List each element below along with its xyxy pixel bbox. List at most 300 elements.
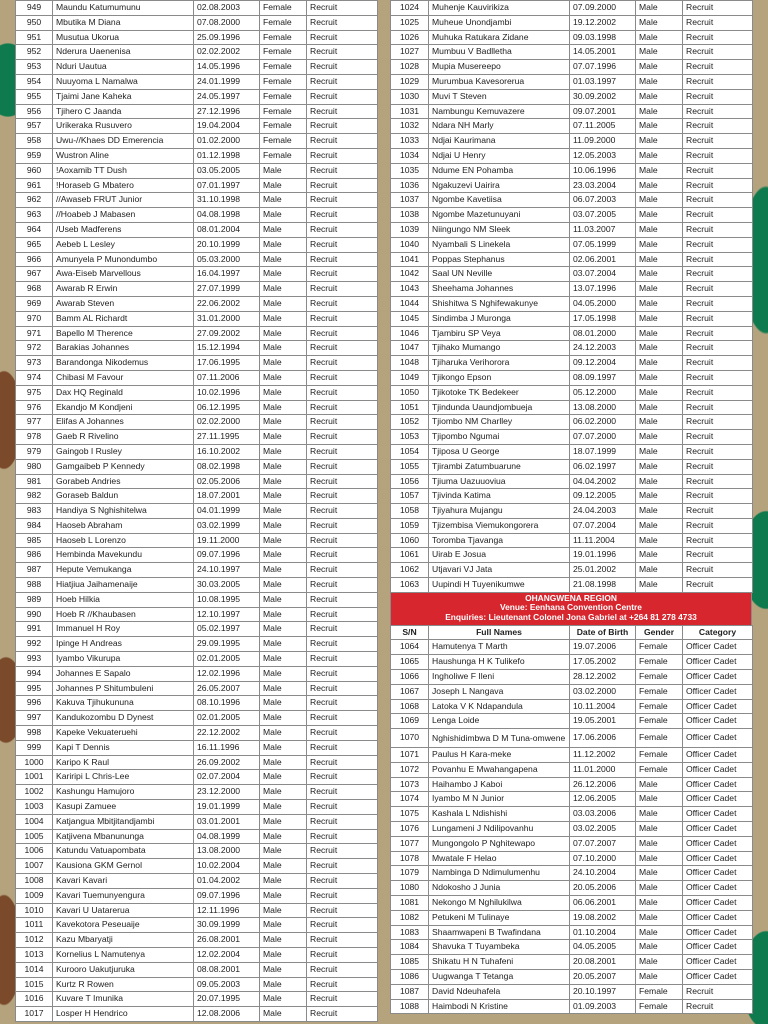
- cell-sn: 1046: [391, 326, 429, 341]
- table-row: [16, 208, 378, 223]
- table-row: [391, 684, 753, 699]
- table-row: [391, 208, 753, 223]
- cell-gender: Male: [260, 785, 307, 800]
- cell-dob: 25.09.1996: [194, 30, 260, 45]
- region-name: OHANGWENA REGION: [525, 592, 617, 603]
- table-row: [16, 770, 378, 785]
- cell-gender: Male: [260, 296, 307, 311]
- cell-sn: 955: [16, 89, 53, 104]
- cell-sn: 1017: [16, 1007, 53, 1022]
- cell-sn: 1054: [391, 444, 429, 459]
- cell-gender: Male: [260, 1007, 307, 1022]
- cell-category: Recruit: [307, 859, 378, 874]
- cell-dob: 17.06.1995: [194, 356, 260, 371]
- cell-gender: Female: [260, 1, 307, 16]
- cell-sn: 983: [16, 504, 53, 519]
- cell-gender: Male: [260, 370, 307, 385]
- cell-sn: 1041: [391, 252, 429, 267]
- table-row: [391, 518, 753, 533]
- cell-gender: Male: [260, 681, 307, 696]
- cell-dob: 19.05.2001: [570, 714, 636, 729]
- cell-sn: 1047: [391, 341, 429, 356]
- cell-sn: 987: [16, 563, 53, 578]
- cell-sn: 975: [16, 385, 53, 400]
- cell-category: Officer Cadet: [683, 969, 753, 984]
- region-banner: [390, 593, 752, 625]
- cell-gender: Male: [636, 533, 683, 548]
- cell-dob: 19.01.1996: [570, 548, 636, 563]
- cell-dob: 03.02.1999: [194, 518, 260, 533]
- cell-dob: 10.02.2004: [194, 859, 260, 874]
- cell-full-name: Kurtz R Rowen: [53, 977, 194, 992]
- table-row: [16, 104, 378, 119]
- cell-full-name: Kariripi L Chris-Lee: [53, 770, 194, 785]
- cell-full-name: Gamgaibeb P Kennedy: [53, 459, 194, 474]
- cell-full-name: Gaeb R Rivelino: [53, 430, 194, 445]
- cell-sn: 1038: [391, 208, 429, 223]
- cell-dob: 08.08.2001: [194, 962, 260, 977]
- cell-category: Recruit: [683, 237, 753, 252]
- cell-gender: Male: [636, 836, 683, 851]
- cell-dob: 04.04.2002: [570, 474, 636, 489]
- cell-gender: Male: [636, 163, 683, 178]
- cell-sn: 1077: [391, 836, 429, 851]
- cell-sn: 965: [16, 237, 53, 252]
- table-row: [16, 444, 378, 459]
- cell-full-name: Kavari U Uatarerua: [53, 903, 194, 918]
- cell-category: Recruit: [307, 681, 378, 696]
- cell-category: Recruit: [683, 178, 753, 193]
- cell-full-name: Katundu Vatuapombata: [53, 844, 194, 859]
- table-row: [16, 370, 378, 385]
- cell-sn: 1033: [391, 134, 429, 149]
- cell-full-name: Handiya S Nghishitelwa: [53, 504, 194, 519]
- cell-full-name: Kavari Tuemunyengura: [53, 888, 194, 903]
- cell-sn: 1064: [391, 640, 429, 655]
- table-row: [16, 592, 378, 607]
- table-row: [391, 385, 753, 400]
- cell-dob: 25.01.2002: [570, 563, 636, 578]
- cell-dob: 19.08.2002: [570, 910, 636, 925]
- cell-sn: 1037: [391, 193, 429, 208]
- cell-category: Recruit: [307, 282, 378, 297]
- cell-sn: 1045: [391, 311, 429, 326]
- cell-full-name: Kazu Mbaryatji: [53, 933, 194, 948]
- cell-dob: 07.11.2005: [570, 119, 636, 134]
- cell-full-name: Tjaimi Jane Kaheka: [53, 89, 194, 104]
- cell-dob: 07.11.2006: [194, 370, 260, 385]
- cell-gender: Male: [636, 400, 683, 415]
- cell-gender: Male: [260, 903, 307, 918]
- table-row: [391, 415, 753, 430]
- table-row: [16, 637, 378, 652]
- cell-full-name: Mwatale F Helao: [429, 851, 570, 866]
- cell-category: Recruit: [307, 252, 378, 267]
- cell-dob: 17.05.1998: [570, 311, 636, 326]
- table-row: [391, 252, 753, 267]
- cell-dob: 02.06.2001: [570, 252, 636, 267]
- cell-dob: 18.07.2001: [194, 489, 260, 504]
- cell-gender: Male: [260, 326, 307, 341]
- table-row: [16, 252, 378, 267]
- cell-full-name: Tjirambi Zatumbuarune: [429, 459, 570, 474]
- cell-dob: 04.01.1999: [194, 504, 260, 519]
- table-row: [16, 193, 378, 208]
- cell-sn: 979: [16, 444, 53, 459]
- cell-sn: 952: [16, 45, 53, 60]
- cell-sn: 1081: [391, 896, 429, 911]
- cell-full-name: Tjihero C Jaanda: [53, 104, 194, 119]
- cell-full-name: Tjiposa U George: [429, 444, 570, 459]
- cell-full-name: Gaingob I Rusley: [53, 444, 194, 459]
- cell-category: Recruit: [683, 74, 753, 89]
- table-row: [391, 104, 753, 119]
- cell-dob: 20.05.2006: [570, 881, 636, 896]
- table-row: [16, 282, 378, 297]
- cell-dob: 21.08.1998: [570, 578, 636, 593]
- cell-full-name: Muheue Unondjambi: [429, 15, 570, 30]
- cell-dob: 11.03.2007: [570, 222, 636, 237]
- cell-category: Recruit: [683, 400, 753, 415]
- table-row: [391, 60, 753, 75]
- table-row: [16, 962, 378, 977]
- cell-category: Recruit: [683, 356, 753, 371]
- cell-full-name: Latoka V K Ndapandula: [429, 699, 570, 714]
- table-row: [16, 489, 378, 504]
- header-sn: S/N: [391, 625, 429, 640]
- table-row: [16, 356, 378, 371]
- cell-dob: 07.10.2000: [570, 851, 636, 866]
- header-category: Category: [683, 625, 753, 640]
- cell-dob: 09.07.1996: [194, 548, 260, 563]
- cell-sn: 1043: [391, 282, 429, 297]
- table-row: [16, 711, 378, 726]
- cell-full-name: Ngombe Kavetiisa: [429, 193, 570, 208]
- cell-gender: Male: [260, 740, 307, 755]
- cell-sn: 991: [16, 622, 53, 637]
- table-row: [16, 918, 378, 933]
- cell-full-name: Awa-Eiseb Marvellous: [53, 267, 194, 282]
- cell-sn: 1078: [391, 851, 429, 866]
- cell-full-name: Gorabeb Andries: [53, 474, 194, 489]
- cell-category: Officer Cadet: [683, 822, 753, 837]
- cell-full-name: Ipinge H Andreas: [53, 637, 194, 652]
- cell-gender: Male: [636, 777, 683, 792]
- table-row: [391, 178, 753, 193]
- table-row: [16, 578, 378, 593]
- cell-sn: 1010: [16, 903, 53, 918]
- cell-dob: 01.04.2002: [194, 874, 260, 889]
- cell-gender: Male: [636, 807, 683, 822]
- recruit-table-right: [390, 0, 753, 593]
- cell-sn: 1048: [391, 356, 429, 371]
- cell-dob: 16.11.1996: [194, 740, 260, 755]
- cell-gender: Male: [636, 896, 683, 911]
- cell-sn: 1015: [16, 977, 53, 992]
- cell-full-name: Shikatu H N Tuhafeni: [429, 955, 570, 970]
- cell-gender: Male: [260, 311, 307, 326]
- cell-gender: Male: [260, 459, 307, 474]
- cell-category: Recruit: [683, 518, 753, 533]
- cell-full-name: Mupia Musereepo: [429, 60, 570, 75]
- cell-sn: 981: [16, 474, 53, 489]
- cell-dob: 16.10.2002: [194, 444, 260, 459]
- cell-gender: Male: [260, 267, 307, 282]
- cell-dob: 05.12.2000: [570, 385, 636, 400]
- cell-full-name: !Aoxamib TT Dush: [53, 163, 194, 178]
- cell-gender: Male: [260, 948, 307, 963]
- table-row: [16, 148, 378, 163]
- cell-full-name: Uwu-//Khaes DD Emerencia: [53, 134, 194, 149]
- cell-dob: 03.01.2001: [194, 814, 260, 829]
- table-row: [16, 666, 378, 681]
- table-row: [16, 326, 378, 341]
- cell-dob: 30.09.1999: [194, 918, 260, 933]
- cell-category: Recruit: [683, 504, 753, 519]
- cell-full-name: Ndume EN Pohamba: [429, 163, 570, 178]
- cell-sn: 953: [16, 60, 53, 75]
- cell-gender: Female: [636, 699, 683, 714]
- table-row: [16, 89, 378, 104]
- table-row: [391, 45, 753, 60]
- cell-sn: 954: [16, 74, 53, 89]
- cell-dob: 09.07.1996: [194, 888, 260, 903]
- cell-gender: Female: [636, 640, 683, 655]
- cell-gender: Male: [636, 430, 683, 445]
- cell-full-name: Hembinda Mavekundu: [53, 548, 194, 563]
- cell-full-name: Murumbua Kavesorerua: [429, 74, 570, 89]
- cell-dob: 07.07.1996: [570, 60, 636, 75]
- cell-category: Recruit: [683, 267, 753, 282]
- table-row: [391, 444, 753, 459]
- table-row: [391, 670, 753, 685]
- cell-sn: 990: [16, 607, 53, 622]
- cell-gender: Male: [260, 992, 307, 1007]
- cell-category: Recruit: [307, 844, 378, 859]
- cell-category: Recruit: [307, 977, 378, 992]
- header-dob: Date of Birth: [570, 625, 636, 640]
- table-row: [391, 341, 753, 356]
- cell-category: Recruit: [683, 208, 753, 223]
- cell-full-name: Joseph L Nangava: [429, 684, 570, 699]
- cell-gender: Male: [636, 881, 683, 896]
- cell-gender: Female: [260, 45, 307, 60]
- cell-gender: Male: [636, 311, 683, 326]
- cell-sn: 1036: [391, 178, 429, 193]
- cell-sn: 998: [16, 726, 53, 741]
- table-row: [391, 237, 753, 252]
- cell-full-name: Maundu Katumumunu: [53, 1, 194, 16]
- cell-gender: Male: [636, 940, 683, 955]
- cell-category: Recruit: [683, 341, 753, 356]
- cell-sn: 1068: [391, 699, 429, 714]
- cell-gender: Male: [636, 89, 683, 104]
- cell-sn: 1087: [391, 984, 429, 999]
- cell-dob: 02.07.2004: [194, 770, 260, 785]
- cell-sn: 977: [16, 415, 53, 430]
- cell-sn: 1066: [391, 670, 429, 685]
- cell-gender: Male: [260, 193, 307, 208]
- cell-gender: Male: [636, 504, 683, 519]
- cell-dob: 09.12.2004: [570, 356, 636, 371]
- cell-gender: Male: [260, 622, 307, 637]
- cell-gender: Male: [260, 637, 307, 652]
- cell-category: Recruit: [307, 578, 378, 593]
- cell-dob: 06.07.2003: [570, 193, 636, 208]
- table-row: [16, 385, 378, 400]
- header-gender: Gender: [636, 625, 683, 640]
- cell-full-name: Iyambo M N Junior: [429, 792, 570, 807]
- cell-sn: 1035: [391, 163, 429, 178]
- cell-sn: 1082: [391, 910, 429, 925]
- cell-full-name: Haimbodi N Kristine: [429, 999, 570, 1014]
- cell-category: Recruit: [307, 948, 378, 963]
- table-row: [391, 548, 753, 563]
- cell-gender: Female: [636, 748, 683, 763]
- cell-sn: 1085: [391, 955, 429, 970]
- cell-dob: 24.10.1997: [194, 563, 260, 578]
- cell-gender: Male: [636, 15, 683, 30]
- cell-category: Recruit: [683, 385, 753, 400]
- cell-full-name: Ekandjo M Kondjeni: [53, 400, 194, 415]
- cell-category: Recruit: [307, 178, 378, 193]
- cell-dob: 27.07.1999: [194, 282, 260, 297]
- cell-sn: 996: [16, 696, 53, 711]
- cell-category: Officer Cadet: [683, 684, 753, 699]
- cell-sn: 1029: [391, 74, 429, 89]
- table-row: [391, 311, 753, 326]
- cell-full-name: Kavekotora Peseuaije: [53, 918, 194, 933]
- cell-gender: Male: [636, 385, 683, 400]
- cell-full-name: Johannes E Sapalo: [53, 666, 194, 681]
- cell-full-name: Immanuel H Roy: [53, 622, 194, 637]
- cell-dob: 12.08.2006: [194, 1007, 260, 1022]
- cell-category: Recruit: [307, 311, 378, 326]
- cell-full-name: //Awaseb FRUT Junior: [53, 193, 194, 208]
- cell-sn: 1061: [391, 548, 429, 563]
- cell-gender: Male: [636, 969, 683, 984]
- cell-sn: 1076: [391, 822, 429, 837]
- table-row: [391, 640, 753, 655]
- cell-sn: 989: [16, 592, 53, 607]
- table-row: [16, 237, 378, 252]
- table-row: [16, 178, 378, 193]
- cell-category: Officer Cadet: [683, 955, 753, 970]
- cell-full-name: Hamutenya T Marth: [429, 640, 570, 655]
- cell-category: Officer Cadet: [683, 714, 753, 729]
- cell-dob: 03.02.2000: [570, 684, 636, 699]
- cell-gender: Male: [260, 444, 307, 459]
- cell-gender: Male: [636, 822, 683, 837]
- cell-category: Recruit: [307, 770, 378, 785]
- cell-full-name: Katjivena Mbanununga: [53, 829, 194, 844]
- cell-full-name: Haihambo J Kaboi: [429, 777, 570, 792]
- cell-dob: 19.11.2000: [194, 533, 260, 548]
- cell-dob: 01.09.2003: [570, 999, 636, 1014]
- cell-gender: Male: [260, 814, 307, 829]
- cell-gender: Female: [260, 89, 307, 104]
- cell-full-name: Poppas Stephanus: [429, 252, 570, 267]
- cell-dob: 20.08.2001: [570, 955, 636, 970]
- cell-dob: 12.02.1996: [194, 666, 260, 681]
- cell-full-name: Tjiyahura Mujangu: [429, 504, 570, 519]
- cell-full-name: Nambungu Kemuvazere: [429, 104, 570, 119]
- cell-dob: 11.12.2002: [570, 748, 636, 763]
- table-row: [16, 134, 378, 149]
- table-row: [16, 844, 378, 859]
- cell-dob: 20.05.2007: [570, 969, 636, 984]
- cell-sn: 995: [16, 681, 53, 696]
- cell-sn: 1050: [391, 385, 429, 400]
- table-row: [391, 866, 753, 881]
- cell-gender: Male: [260, 282, 307, 297]
- cell-category: Recruit: [307, 755, 378, 770]
- cell-dob: 09.03.1998: [570, 30, 636, 45]
- cell-category: Recruit: [307, 1, 378, 16]
- table-row: [391, 807, 753, 822]
- cell-gender: Female: [260, 74, 307, 89]
- cell-gender: Male: [636, 60, 683, 75]
- cell-sn: 971: [16, 326, 53, 341]
- cell-full-name: Amunyela P Munondumbo: [53, 252, 194, 267]
- cell-dob: 12.05.2003: [570, 148, 636, 163]
- cell-category: Recruit: [683, 578, 753, 593]
- cell-category: Recruit: [307, 785, 378, 800]
- cell-category: Officer Cadet: [683, 655, 753, 670]
- cell-category: Recruit: [307, 60, 378, 75]
- cell-gender: Male: [260, 800, 307, 815]
- cell-category: Recruit: [307, 489, 378, 504]
- cell-category: Recruit: [307, 296, 378, 311]
- cell-category: Officer Cadet: [683, 670, 753, 685]
- cell-full-name: Hepute Vemukanga: [53, 563, 194, 578]
- cell-sn: 1058: [391, 504, 429, 519]
- cell-category: Recruit: [307, 148, 378, 163]
- cell-category: Recruit: [307, 1007, 378, 1022]
- cell-gender: Female: [636, 655, 683, 670]
- cell-full-name: Tjambiru SP Veya: [429, 326, 570, 341]
- table-row: [391, 134, 753, 149]
- cell-gender: Male: [636, 548, 683, 563]
- cell-dob: 07.05.1999: [570, 237, 636, 252]
- cell-sn: 1031: [391, 104, 429, 119]
- cell-gender: Female: [260, 15, 307, 30]
- cell-category: Recruit: [307, 814, 378, 829]
- cell-gender: Male: [260, 252, 307, 267]
- cell-sn: 1062: [391, 563, 429, 578]
- cell-category: Recruit: [307, 474, 378, 489]
- table-row: [16, 785, 378, 800]
- cell-full-name: Shishitwa S Nghifewakunye: [429, 296, 570, 311]
- cell-dob: 04.05.2005: [570, 940, 636, 955]
- cell-sn: 1042: [391, 267, 429, 282]
- cell-category: Recruit: [307, 548, 378, 563]
- officer-cadet-table: [390, 625, 753, 1015]
- table-row: [391, 74, 753, 89]
- cell-dob: 02.05.2006: [194, 474, 260, 489]
- table-row: [16, 652, 378, 667]
- cell-gender: Male: [636, 104, 683, 119]
- cell-dob: 07.07.2004: [570, 518, 636, 533]
- cell-category: Recruit: [683, 30, 753, 45]
- cell-category: Officer Cadet: [683, 896, 753, 911]
- table-row: [16, 311, 378, 326]
- table-row: [16, 504, 378, 519]
- cell-dob: 08.01.2004: [194, 222, 260, 237]
- cell-dob: 10.02.1996: [194, 385, 260, 400]
- cell-sn: 964: [16, 222, 53, 237]
- cell-full-name: Ngombe Mazetunuyani: [429, 208, 570, 223]
